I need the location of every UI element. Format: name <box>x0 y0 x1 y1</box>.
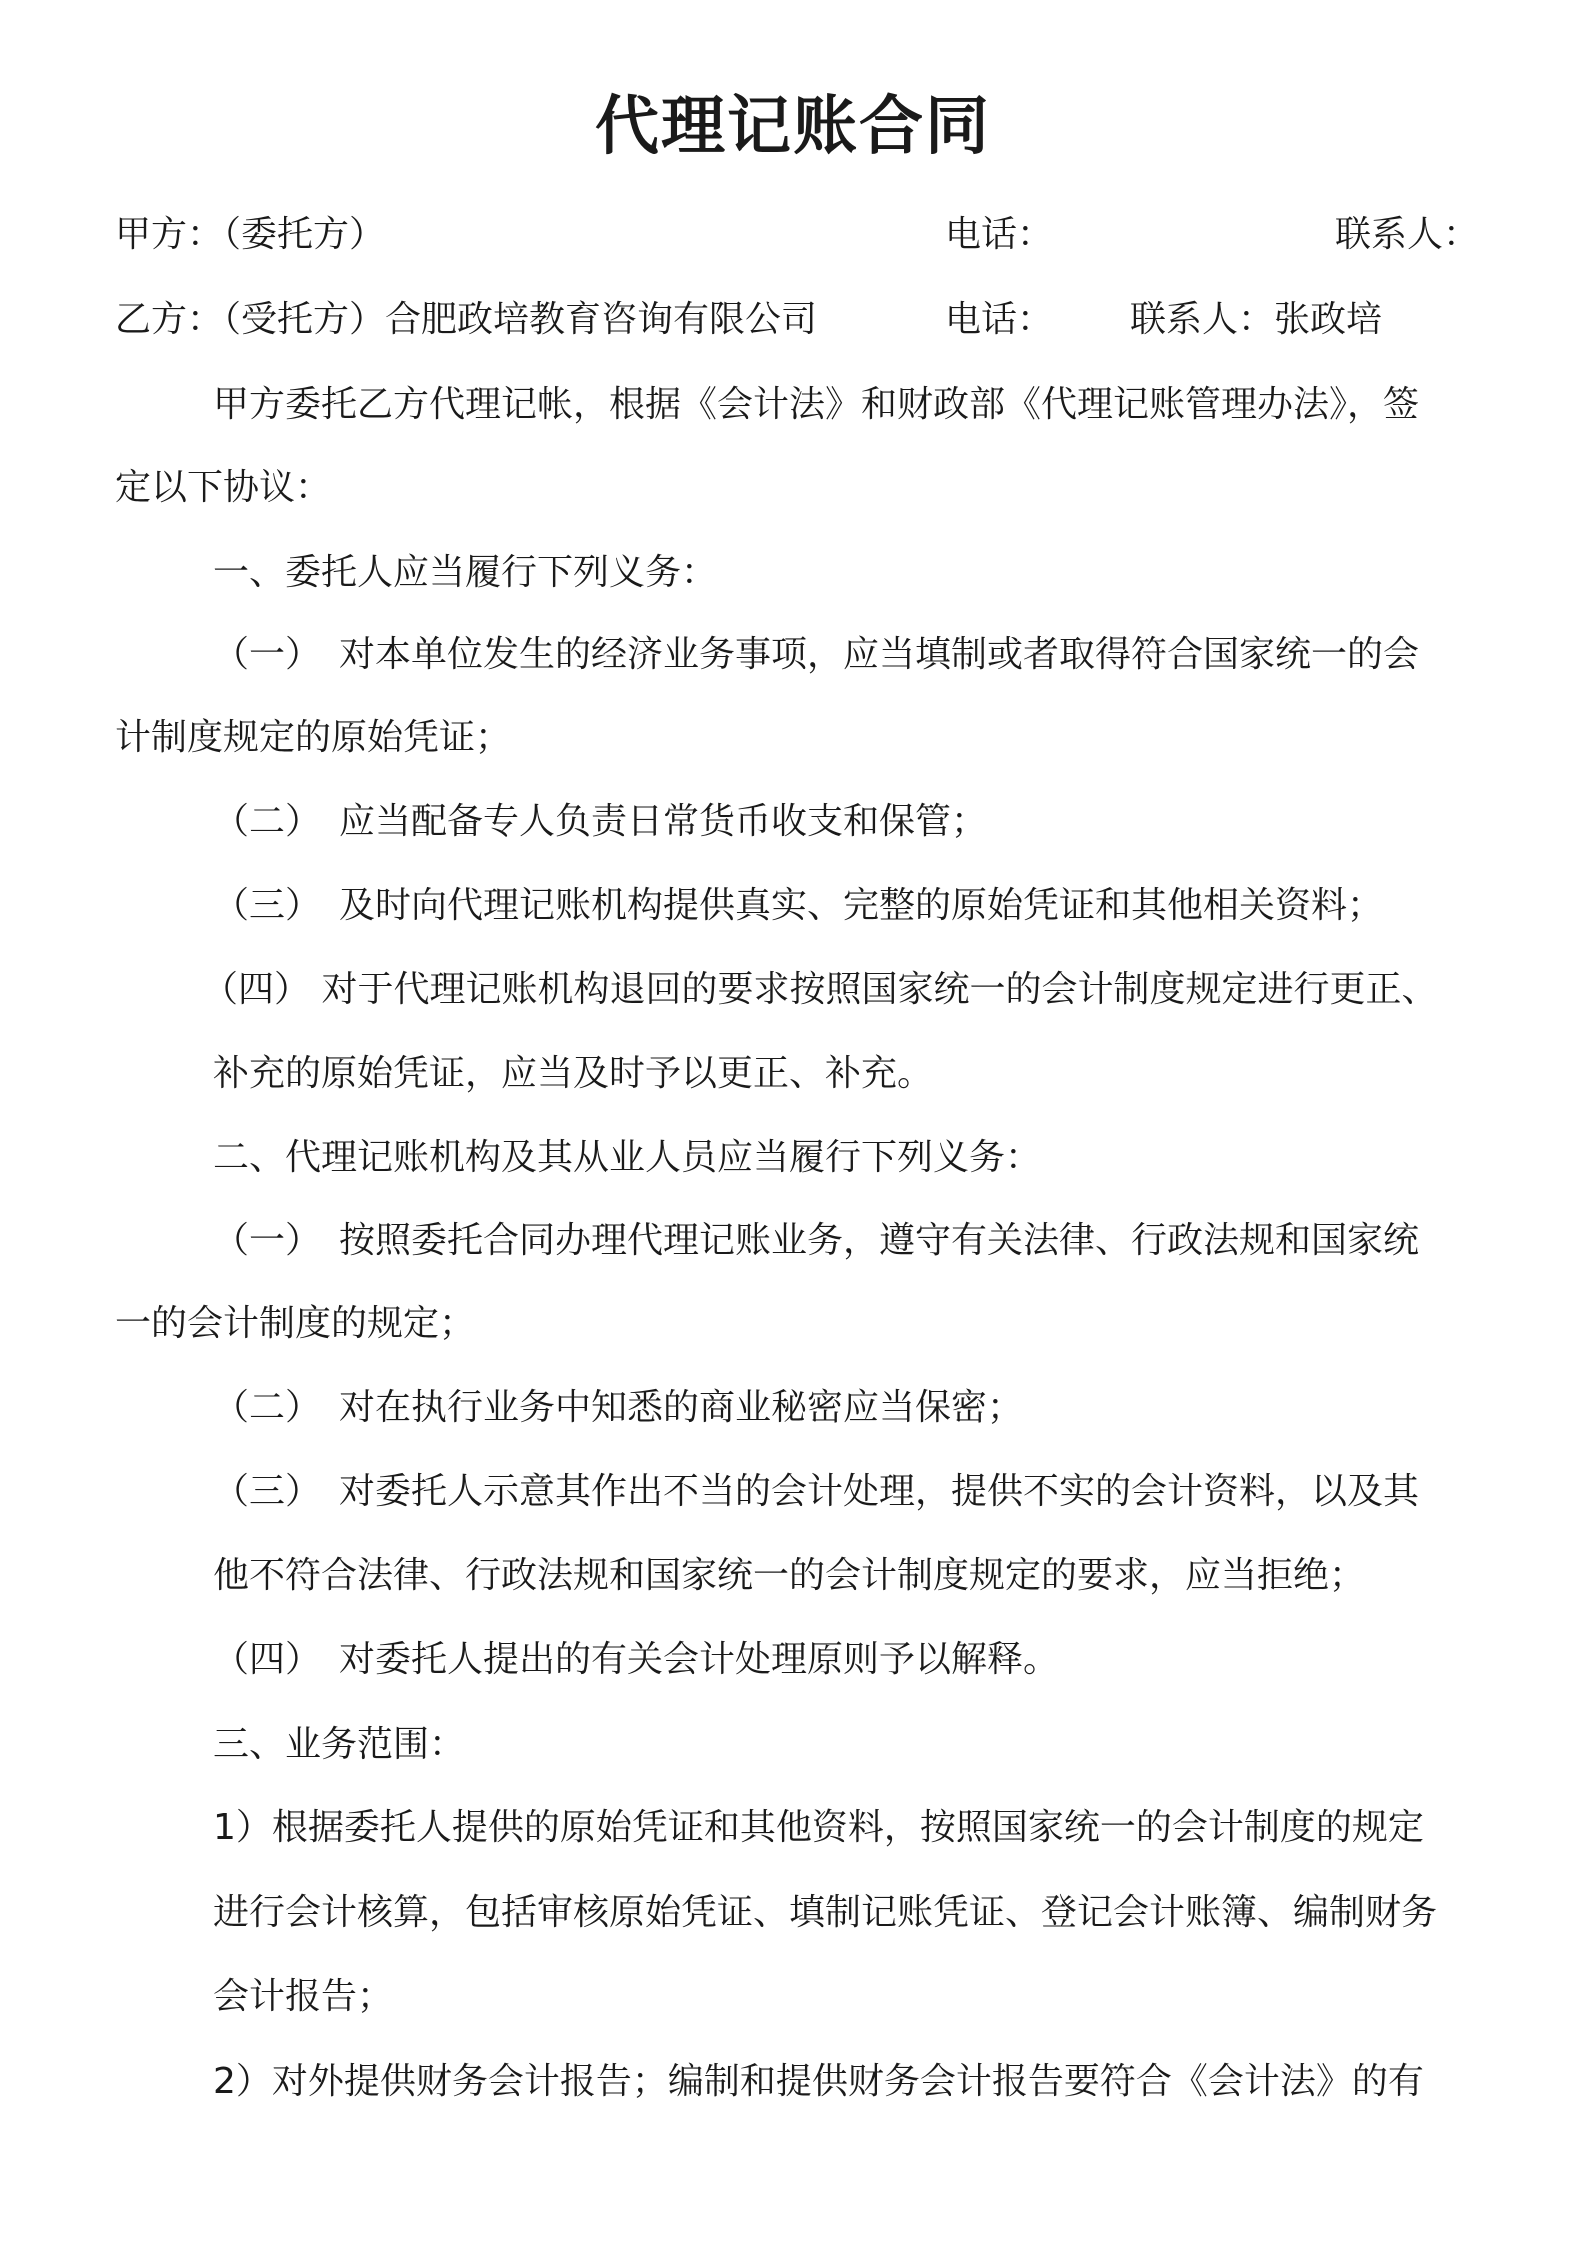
party-a-contact-label: 联系人： <box>1335 214 1480 255</box>
scope-line: 1）根据委托人提供的原始凭证和其他资料，按照国家统一的会计制度的规定 <box>213 1807 1424 1848</box>
intro-line: 定以下协议： <box>115 467 332 508</box>
party-a-phone-label: 电话： <box>945 214 1054 255</box>
intro-line: 甲方委托乙方代理记帐，根据《会计法》和财政部《代理记账管理办法》，签 <box>213 384 1420 425</box>
scope-line: 会计报告； <box>213 1976 394 2017</box>
clause-line: 计制度规定的原始凭证； <box>115 717 512 758</box>
section-heading: 三、业务范围： <box>213 1724 466 1765</box>
party-b-phone-label: 电话： <box>945 299 1054 340</box>
clause-line: （三） 及时向代理记账机构提供真实、完整的原始凭证和其他相关资料； <box>213 885 1384 926</box>
contract-title: 代理记账合同 <box>595 90 991 164</box>
scope-line: 2）对外提供财务会计报告；编制和提供财务会计报告要符合《会计法》的有 <box>213 2061 1424 2102</box>
party-b-contact-label: 联系人：张政培 <box>1130 299 1383 340</box>
clause-line: （二） 对在执行业务中知悉的商业秘密应当保密； <box>213 1387 1024 1428</box>
section-heading: 一、委托人应当履行下列义务： <box>213 552 718 593</box>
party-b-label: 乙方：（受托方）合肥政培教育咨询有限公司 <box>115 299 818 340</box>
party-a-label: 甲方：（委托方） <box>115 214 386 255</box>
clause-line: （一） 对本单位发生的经济业务事项，应当填制或者取得符合国家统一的会 <box>213 634 1420 675</box>
clause-line: 他不符合法律、行政法规和国家统一的会计制度规定的要求，应当拒绝； <box>213 1555 1366 1596</box>
clause-line: （一） 按照委托合同办理代理记账业务，遵守有关法律、行政法规和国家统 <box>213 1220 1420 1261</box>
clause-line: （三） 对委托人示意其作出不当的会计处理，提供不实的会计资料，以及其 <box>213 1471 1420 1512</box>
clause-line: 补充的原始凭证，应当及时予以更正、补充。 <box>213 1053 934 1094</box>
clause-line: 一的会计制度的规定； <box>115 1303 476 1344</box>
clause-line: （四） 对于代理记账机构退回的要求按照国家统一的会计制度规定进行更正、 <box>202 969 1438 1010</box>
clause-line: （四） 对委托人提出的有关会计处理原则予以解释。 <box>213 1639 1060 1680</box>
clause-line: （二） 应当配备专人负责日常货币收支和保管； <box>213 801 988 842</box>
scope-line: 进行会计核算，包括审核原始凭证、填制记账凭证、登记会计账簿、编制财务 <box>213 1892 1438 1933</box>
section-heading: 二、代理记账机构及其从业人员应当履行下列义务： <box>213 1137 1042 1178</box>
